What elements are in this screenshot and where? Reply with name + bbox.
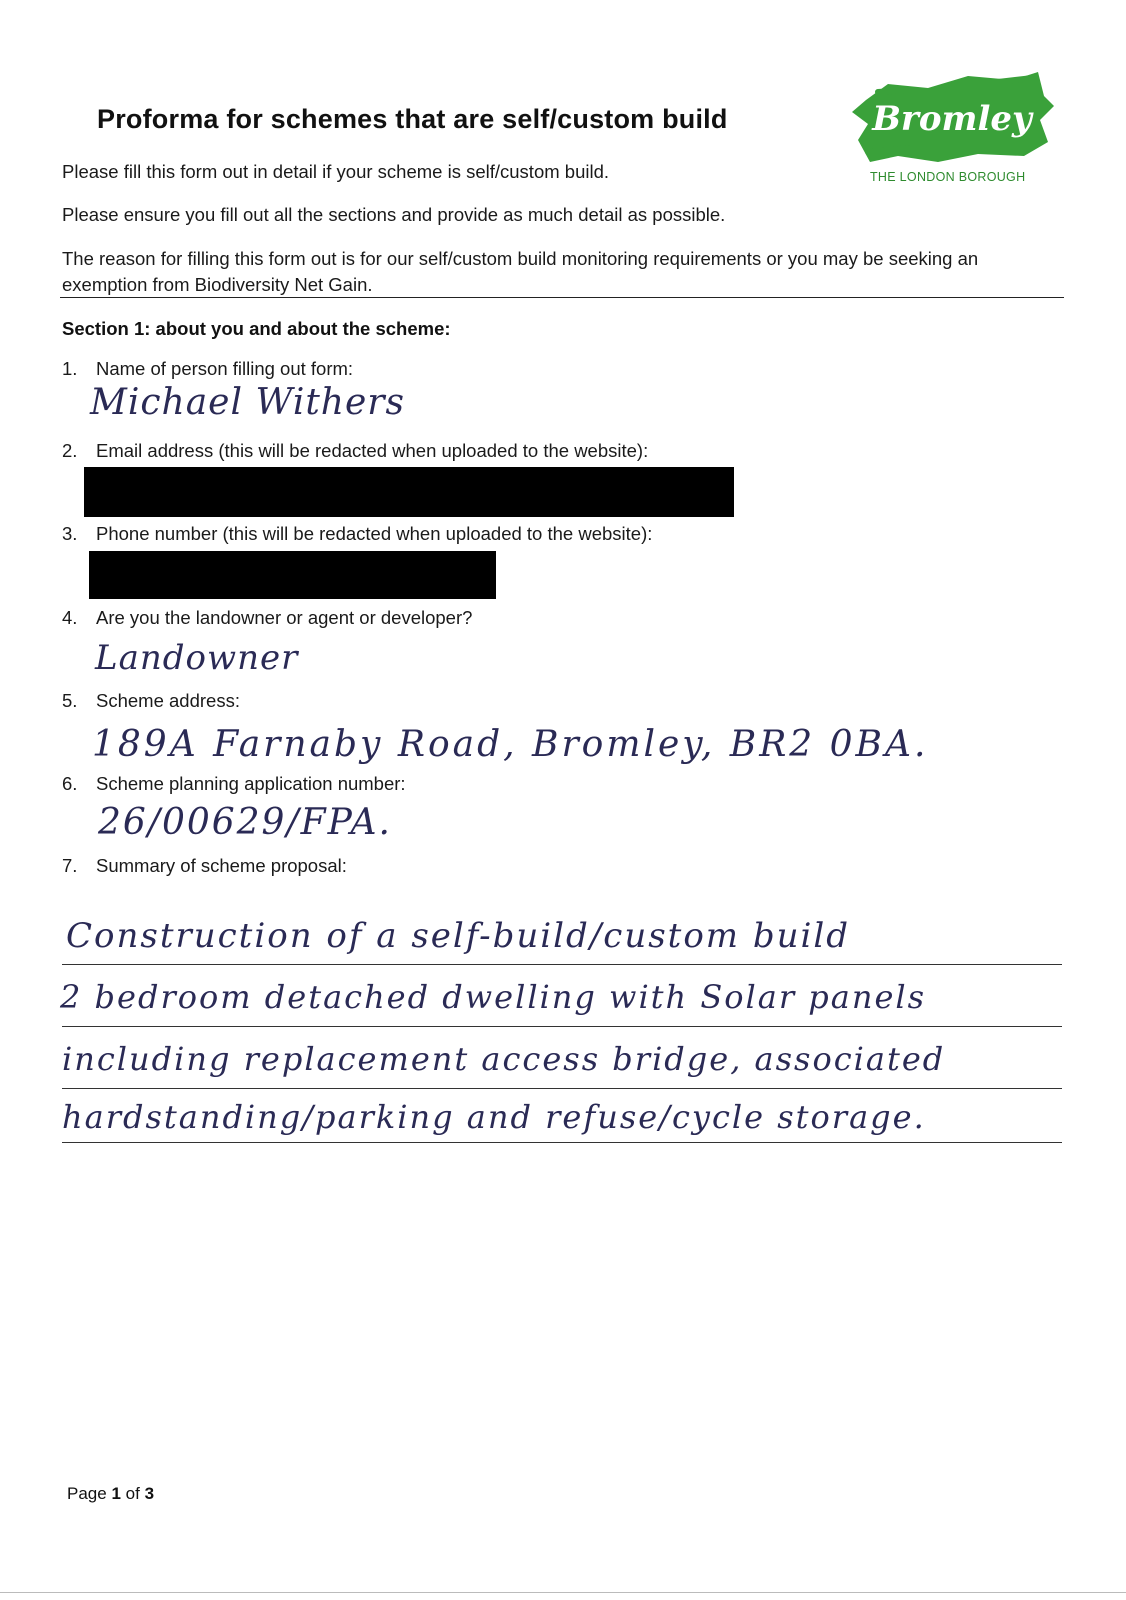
page-title: Proforma for schemes that are self/custom build — [97, 104, 728, 134]
question-number: 4. — [62, 607, 78, 628]
summary-line-1[interactable]: Construction of a self-build/custom build — [66, 916, 851, 956]
summary-underline — [62, 964, 1062, 965]
summary-line-4[interactable]: hardstanding/parking and refuse/cycle storage. — [62, 1098, 926, 1136]
answer-application-number[interactable]: 26/00629/FPA. — [98, 802, 392, 843]
page-indicator — [67, 1484, 154, 1504]
question-label: Are you the landowner or agent or developer? — [96, 607, 473, 628]
phone-redaction-box — [89, 551, 496, 599]
scan-edge-line — [0, 1592, 1126, 1593]
answer-role[interactable]: Landowner — [95, 638, 299, 678]
page-prefix: Page — [67, 1484, 107, 1503]
page-of: of — [125, 1484, 140, 1503]
question-number: 3. — [62, 523, 78, 544]
answer-address[interactable]: 189A Farnaby Road, Bromley, BR2 0BA. — [92, 724, 929, 765]
question-label: Scheme address: — [96, 690, 240, 711]
question-3 — [62, 523, 652, 545]
logo-subtitle: THE LONDON BOROUGH — [870, 170, 1026, 184]
question-5 — [62, 690, 240, 712]
page-current: 1 — [111, 1484, 121, 1503]
intro-line-2: Please ensure you fill out all the sections and provide as much detail as possible. — [62, 204, 726, 225]
question-label: Name of person filling out form: — [96, 358, 354, 379]
summary-line-3[interactable]: including replacement access bridge, associated — [62, 1040, 946, 1078]
question-2 — [62, 440, 648, 462]
summary-line-2[interactable]: 2 bedroom detached dwelling with Solar panels — [60, 978, 927, 1016]
header-divider — [60, 297, 1064, 298]
intro-line-3: The reason for filling this form out is for our self/custom build monitoring requirements or you may be seeking an exemption from Biodiversity Net Gain. — [62, 248, 979, 295]
bromley-logo — [848, 62, 1058, 182]
question-7 — [62, 855, 347, 877]
question-number: 7. — [62, 855, 78, 876]
question-number: 1. — [62, 358, 78, 379]
summary-underline — [62, 1026, 1062, 1027]
question-label: Summary of scheme proposal: — [96, 855, 347, 876]
email-redaction-box — [84, 467, 734, 517]
question-label: Phone number (this will be redacted when uploaded to the website): — [96, 523, 653, 544]
question-6 — [62, 773, 406, 795]
intro-line-1: Please fill this form out in detail if your scheme is self/custom build. — [62, 161, 610, 182]
question-4 — [62, 607, 472, 629]
question-number: 6. — [62, 773, 78, 794]
svg-text:Bromley: Bromley — [872, 99, 1032, 139]
question-number: 2. — [62, 440, 78, 461]
question-label: Email address (this will be redacted when uploaded to the website): — [96, 440, 649, 461]
question-1 — [62, 358, 353, 380]
answer-name[interactable]: Michael Withers — [90, 382, 405, 423]
question-number: 5. — [62, 690, 78, 711]
summary-underline — [62, 1088, 1062, 1089]
section-1-title: Section 1: about you and about the scheme: — [62, 318, 451, 339]
summary-underline — [62, 1142, 1062, 1143]
page-total: 3 — [144, 1484, 155, 1503]
question-label: Scheme planning application number: — [96, 773, 406, 794]
